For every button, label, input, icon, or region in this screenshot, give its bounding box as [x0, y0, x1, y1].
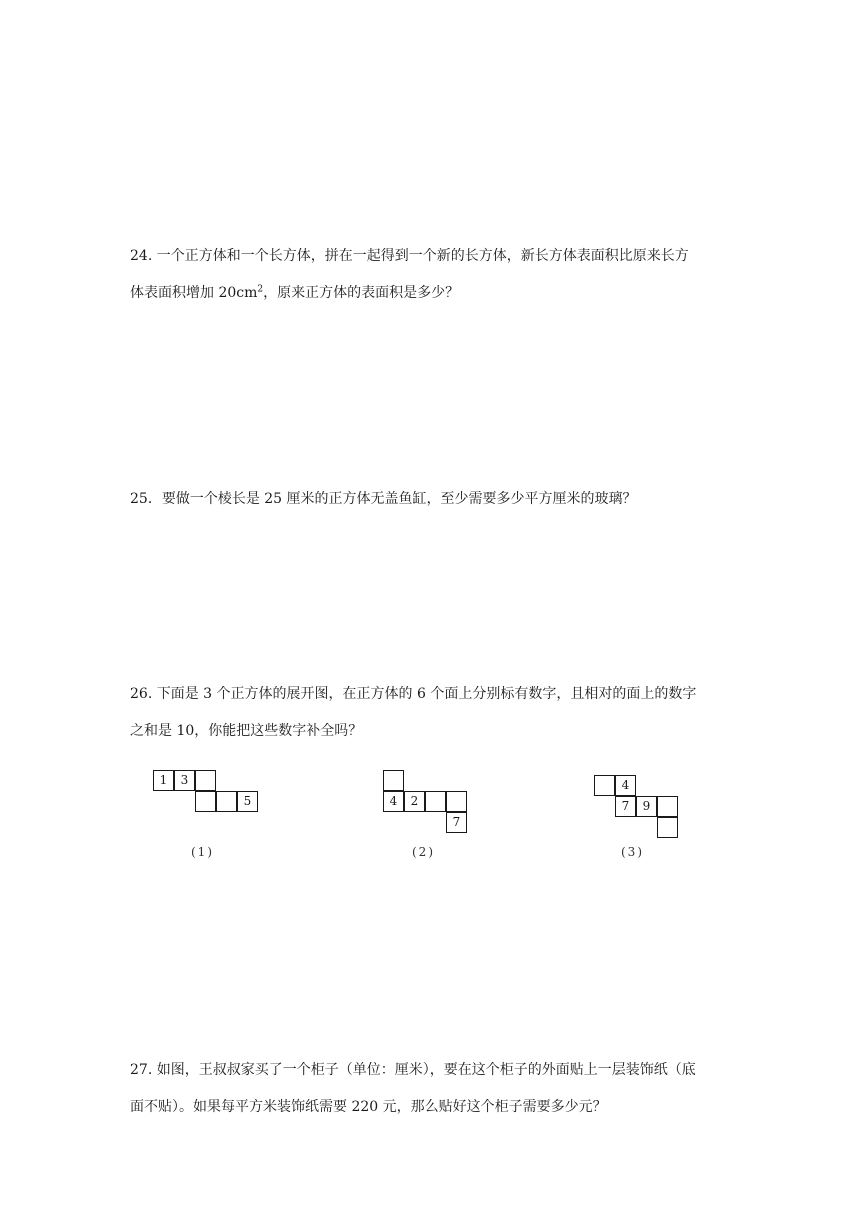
- question-24-line-2: [130, 275, 735, 312]
- question-24-line-2b: ，原来正方体的表面积是多少？: [263, 285, 460, 301]
- net-1-cell: [195, 770, 216, 791]
- question-27-line-2: 面不贴）。如果每平方米装饰纸需要 220 元，那么贴好这个柜子需要多少元？: [130, 1099, 607, 1115]
- net-1-cell: 5: [237, 791, 258, 812]
- question-26-line-1: 26. 下面是 3 个正方体的展开图，在正方体的 6 个面上分别标有数字，且相对的面上的数字: [130, 686, 697, 702]
- net-2-cell: 4: [383, 791, 404, 812]
- question-25: [130, 481, 735, 518]
- net-3-cell: 4: [615, 775, 636, 796]
- net-2-cell: [383, 770, 404, 791]
- net-2-cell: 7: [446, 812, 467, 833]
- question-24-line-2a: 体表面积增加 20cm: [130, 285, 258, 301]
- net-2-cell: [425, 791, 446, 812]
- net-1-cell: [216, 791, 237, 812]
- net-3-cell: [657, 817, 678, 838]
- figure-3-label: (3): [621, 845, 644, 859]
- net-1-cell: 3: [174, 770, 195, 791]
- superscript-2: 2: [257, 284, 264, 295]
- question-27-line-1: 27. 如图，王叔叔家买了一个柜子（单位：厘米），要在这个柜子的外面贴上一层装饰纸（底: [130, 1062, 696, 1078]
- net-3-cell: [657, 796, 678, 817]
- figure-1-label: (1): [191, 845, 214, 859]
- question-25-line-1: 25．要做一个棱长是 25 厘米的正方体无盖鱼缸，至少需要多少平方厘米的玻璃？: [130, 491, 637, 507]
- figure-2-label: (2): [412, 845, 435, 859]
- net-3-cell: [594, 775, 615, 796]
- question-26: [130, 676, 735, 750]
- net-2-cell: 2: [404, 791, 425, 812]
- question-26-line-2: 之和是 10，你能把这些数字补全吗？: [130, 723, 363, 739]
- net-3-cell: 7: [615, 796, 636, 817]
- net-1-cell: [195, 791, 216, 812]
- question-27: [130, 1052, 735, 1126]
- net-1-cell: 1: [153, 770, 174, 791]
- net-2-cell: [446, 791, 467, 812]
- question-24-line-1: 24. 一个正方体和一个长方体，拼在一起得到一个新的长方体，新长方体表面积比原来长方: [130, 248, 689, 264]
- question-24: [130, 238, 735, 312]
- net-3-cell: 9: [636, 796, 657, 817]
